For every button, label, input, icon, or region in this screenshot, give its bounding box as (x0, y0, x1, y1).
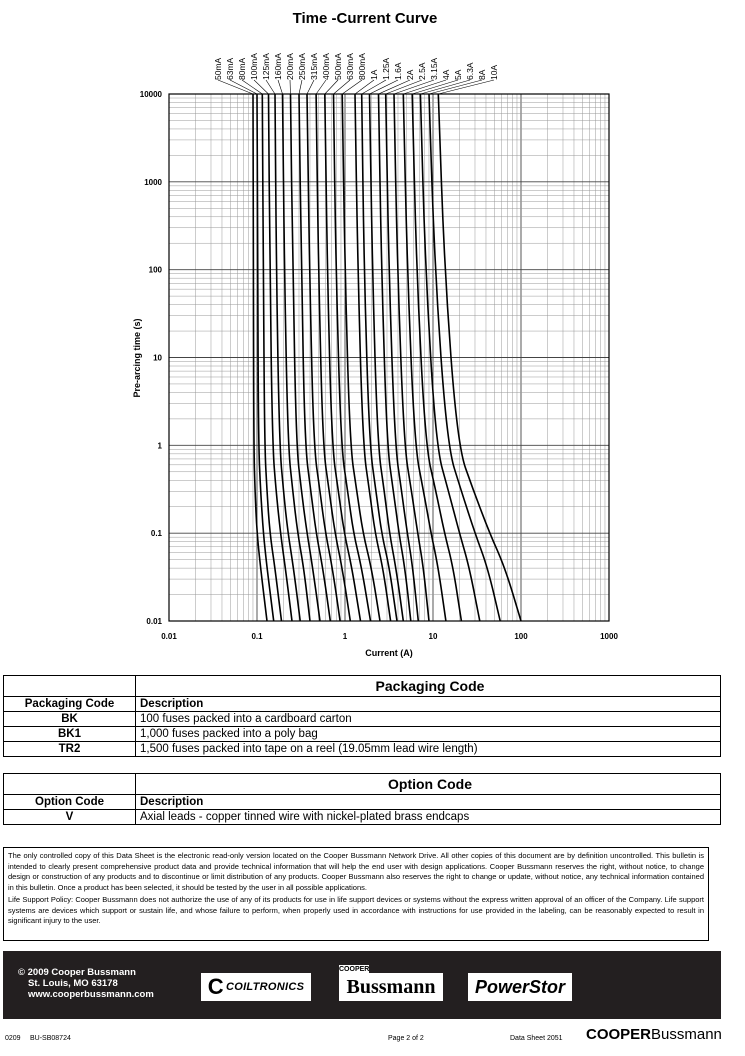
packaging-desc-cell: 1,500 fuses packed into tape on a reel (19.05mm lead wire length) (136, 742, 721, 757)
x-axis-label: Current (A) (365, 648, 413, 658)
revision-code: 0209 (5, 1035, 21, 1042)
series-label: 100mA (249, 53, 259, 80)
datasheet-number: Data Sheet 2051 (510, 1035, 563, 1042)
series-leader-line (242, 80, 262, 94)
series-label: 630mA (345, 53, 355, 80)
series-leader-line (342, 80, 362, 94)
series-label: 10A (489, 64, 499, 80)
x-axis-ticks (161, 632, 618, 641)
series-leader-line (386, 80, 422, 94)
packaging-title: Packaging Code (136, 676, 721, 697)
packaging-code-cell: BK (4, 712, 136, 727)
x-tick-label: 1 (342, 632, 348, 641)
x-tick-label: 0.01 (161, 632, 177, 641)
powerstor-logo: PowerStor (468, 973, 572, 1001)
option-code-table (3, 773, 721, 825)
packaging-desc-cell: 100 fuses packed into a cardboard carton (136, 712, 721, 727)
address-line: St. Louis, MO 63178 (28, 978, 118, 989)
series-label: 400mA (321, 53, 331, 80)
chart-grid (169, 94, 609, 621)
option-code-cell: V (4, 810, 136, 825)
series-labels (213, 53, 499, 94)
y-tick-label: 0.01 (146, 617, 162, 626)
packaging-code-cell: BK1 (4, 727, 136, 742)
series-label: 8A (477, 69, 487, 80)
x-tick-label: 100 (514, 632, 528, 641)
series-label: 2.5A (417, 62, 427, 80)
y-tick-label: 1 (157, 441, 162, 451)
series-label: 63mA (225, 57, 235, 80)
cooper-wordmark: COOPER (586, 1026, 652, 1043)
cooper-small-logo: COOPER (339, 966, 370, 973)
series-leader-line (403, 80, 446, 94)
series-leader-line (218, 80, 253, 94)
series-label: 800mA (357, 53, 367, 80)
series-label: 50mA (213, 57, 223, 80)
disclaimer-text: The only controlled copy of this Data Sheet is the electronic read-only version located on the Cooper Bussmann Network Drive. All other copies of this document are by definition uncontrolled. This bulletin is intended to clearly present comprehensive product data and provide technical information that will help the end user with design applications. Cooper Bussmann reserves the right, without notice, to change design or construction of any products and to discontinue or limit distribution of any products. Cooper Bussmann also reserves the right to change or update, without notice, any technical information contained in this bulletin. Once a product has been selected, it should be tested by the user in all possible applications. (8, 851, 704, 892)
series-leader-line (429, 80, 482, 94)
website-link[interactable]: www.cooperbussmann.com (28, 989, 154, 1000)
series-label: 160mA (273, 53, 283, 80)
packaging-code-table (3, 675, 721, 757)
series-leader-line (316, 80, 326, 94)
cooper-bussmann-logo (586, 1026, 722, 1043)
life-support-policy: Life Support Policy: Cooper Bussmann does not authorize the use of any of its products for use in life support devices or systems without the express written approval of an officer of the Company. Life support systems are devices which support or sustain life, and whose failure to perform, when properly used in accordance with instructions for use provided in the labeling, can be reasonably expected to result in significant injury to the user. (8, 895, 704, 925)
disclaimer-box (3, 847, 709, 941)
x-tick-label: 10 (428, 632, 438, 641)
document-code: BU-SB08724 (30, 1035, 71, 1042)
coiltronics-logo (201, 973, 311, 1001)
series-leader-line (355, 80, 374, 94)
y-tick-label: 10 (153, 353, 162, 363)
series-label: 4A (441, 69, 451, 80)
series-label: 315mA (309, 53, 319, 80)
option-col-code: Option Code (4, 795, 136, 810)
y-tick-label: 10000 (139, 90, 162, 99)
coiltronics-wordmark: COILTRONICS (225, 981, 305, 993)
chart-title: Time -Current Curve (292, 10, 438, 27)
copyright-block (18, 967, 154, 1000)
series-label: 500mA (333, 53, 343, 80)
series-label: 3.15A (429, 57, 439, 80)
series-leader-line (278, 80, 283, 94)
series-label: 1.25A (381, 57, 391, 80)
series-leader-line (254, 80, 268, 94)
option-desc-cell: Axial leads - copper tinned wire with nickel-plated brass endcaps (136, 810, 721, 825)
series-label: 2A (405, 69, 415, 80)
bussmann-logo: Bussmann (339, 973, 443, 1001)
table-row (4, 742, 721, 757)
series-label: 5A (453, 69, 463, 80)
y-axis-ticks (140, 90, 163, 626)
series-label: 250mA (297, 53, 307, 80)
page-number: Page 2 of 2 (388, 1035, 424, 1042)
table-row (4, 727, 721, 742)
series-leader-line (230, 80, 257, 94)
packaging-corner (4, 676, 136, 697)
packaging-desc-cell: 1,000 fuses packed into a poly bag (136, 727, 721, 742)
packaging-code-cell: TR2 (4, 742, 136, 757)
option-corner (4, 774, 136, 795)
packaging-col-code: Packaging Code (4, 697, 136, 712)
series-label: 125mA (261, 53, 271, 80)
packaging-col-desc: Description (136, 697, 721, 712)
series-leader-line (307, 80, 314, 94)
series-leader-line (412, 80, 458, 94)
x-tick-label: 0.1 (251, 632, 263, 641)
table-row (4, 810, 721, 825)
table-row (4, 712, 721, 727)
option-col-desc: Description (136, 795, 721, 810)
y-tick-label: 0.1 (150, 529, 162, 539)
series-label: 200mA (285, 53, 295, 80)
y-axis-label: Pre-arcing time (s) (132, 318, 142, 398)
series-label: 1A (369, 69, 379, 80)
series-leader-line (438, 80, 494, 94)
series-label: 80mA (237, 57, 247, 80)
option-title: Option Code (136, 774, 721, 795)
bussmann-wordmark: Bussmann (651, 1026, 722, 1043)
copyright-line: © 2009 Cooper Bussmann (18, 967, 136, 978)
series-leader-line (299, 80, 302, 94)
y-tick-label: 100 (148, 265, 162, 275)
series-leader-line (266, 80, 275, 94)
y-tick-label: 1000 (144, 177, 162, 187)
x-tick-label: 1000 (600, 632, 618, 641)
series-label: 6.3A (465, 62, 475, 80)
coiltronics-c-icon: C (207, 974, 224, 999)
series-label: 1.6A (393, 62, 403, 80)
